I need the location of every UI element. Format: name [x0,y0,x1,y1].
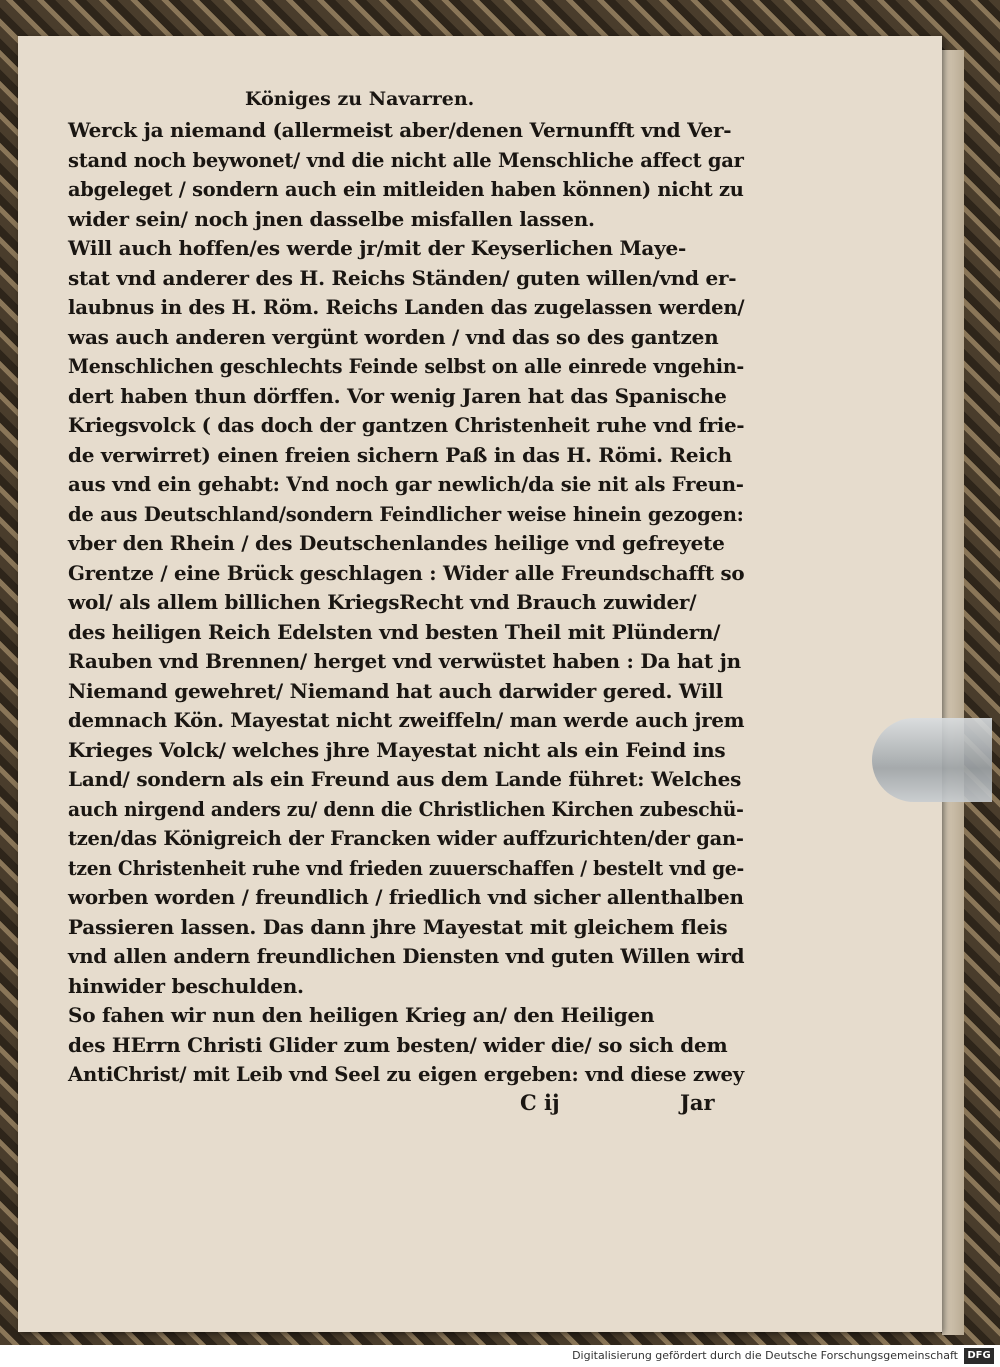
dfg-logo: DFG [964,1348,994,1364]
text-line: aus vnd ein gehabt: Vnd noch gar newlich/da sie nit als Freun- [68,472,744,496]
text-line: stat vnd anderer des H. Reichs Ständen/ guten willen/vnd er- [68,265,737,290]
text-line: hinwider beschulden. [68,973,304,998]
signature-row [68,1086,744,1120]
text-line: vnd allen andern freundlichen Diensten vnd guten Willen wird [68,944,745,968]
text-line: Grentze / eine Brück geschlagen : Wider alle Freundschafft so [68,560,745,585]
text-line: abgeleget / sondern auch ein mitleiden haben können) nicht zu [68,177,744,201]
text-line: Krieges Volck/ welches jhre Mayestat nicht als ein Feind ins [68,737,726,762]
text-line: demnach Kön. Mayestat nicht zweiffeln/ man werde auch jrem [68,708,745,732]
text-line: tzen/das Königreich der Francken wider auffzurichten/der gan- [68,826,744,850]
text-line: Land/ sondern als ein Freund aus dem Lande führet: Welches [68,767,742,791]
text-line: Kriegsvolck ( das doch der gantzen Christenheit ruhe vnd frie- [68,413,745,437]
text-line: des HErrn Christi Glider zum besten/ wider die/ so sich dem [68,1032,728,1057]
text-line: de verwirret) einen freien sichern Paß in das H. Römi. Reich [68,442,732,467]
running-head: Königes zu Navarren. [245,88,475,110]
text-line: So fahen wir nun den heiligen Krieg an/ den Heiligen [68,1003,655,1027]
funding-credit: Digitalisierung gefördert durch die Deutsche Forschungsgemeinschaft [572,1349,958,1362]
text-line: Rauben vnd Brennen/ herget vnd verwüstet haben : Da hat jn [68,649,741,673]
page-edge [942,50,964,1335]
text-line: Passieren lassen. Das dann jhre Mayestat mit gleichem fleis [68,914,728,939]
text-line: Werck ja niemand (allermeist aber/denen Vernunfft vnd Ver- [68,118,732,142]
text-line: wider sein/ noch jnen dasselbe misfallen lassen. [68,206,595,231]
text-line: dert haben thun dörffen. Vor wenig Jaren hat das Spanische [68,383,727,408]
text-line: worben worden / freundlich / friedlich vnd sicher allenthalben [68,885,744,909]
text-line: AntiChrist/ mit Leib vnd Seel zu eigen ergeben: vnd diese zwey [68,1062,744,1086]
text-line: tzen Christenheit ruhe vnd frieden zuuerschaffen / bestelt vnd ge- [68,855,745,880]
text-line: des heiligen Reich Edelsten vnd besten Theil mit Plündern/ [68,619,721,644]
text-line: was auch anderen vergünt worden / vnd das so des gantzen [68,324,719,349]
text-line: stand noch beywonet/ vnd die nicht alle Menschliche affect gar [68,147,744,172]
signature-mark: C ij [520,1090,560,1115]
text-line: Menschlichen geschlechts Feinde selbst on alle einrede vngehin- [68,354,744,378]
footer-bar [0,1345,1000,1367]
page-clip [872,718,992,802]
text-line: Will auch hoffen/es werde jr/mit der Keyserlichen Maye- [68,236,686,260]
text-line: laubnus in des H. Röm. Reichs Landen das zugelassen werden/ [68,295,745,319]
text-line: vber den Rhein / des Deutschenlandes heilige vnd gefreyete [68,531,725,555]
text-line: de aus Deutschland/sondern Feindlicher weise hinein gezogen: [68,501,744,526]
text-line: auch nirgend anders zu/ denn die Christlichen Kirchen zubeschü- [68,796,744,821]
catchword: Jar [680,1090,715,1115]
text-line: wol/ als allem billichen KriegsRecht vnd Brauch zuwider/ [68,590,697,614]
text-line: Niemand gewehret/ Niemand hat auch darwider gered. Will [68,678,723,703]
body-text [68,114,744,1084]
